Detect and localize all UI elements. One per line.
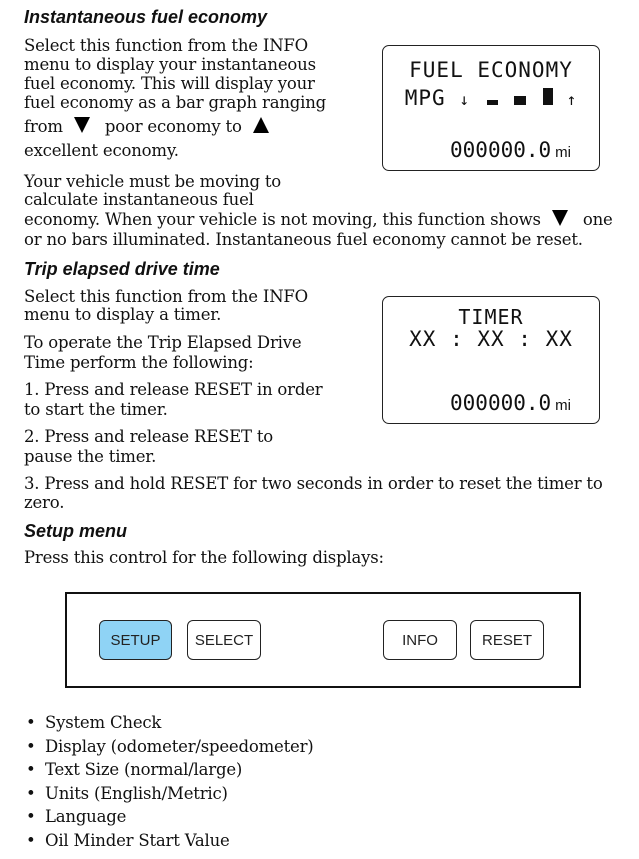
text-line: fuel economy as a bar graph ranging bbox=[24, 93, 326, 112]
info-button[interactable]: INFO bbox=[383, 620, 457, 660]
step-3: 3. Press and hold RESET for two seconds in order to reset the timer to bbox=[24, 474, 603, 493]
setup-button[interactable]: SETUP bbox=[99, 620, 172, 660]
text-line: To operate the Trip Elapsed Drive bbox=[24, 333, 302, 352]
mpg-label: MPG bbox=[404, 86, 446, 110]
trip-time-description bbox=[24, 287, 364, 466]
list-item: • System Check bbox=[24, 713, 314, 737]
list-item: • Language bbox=[24, 807, 314, 831]
setup-display-list bbox=[24, 713, 314, 854]
fuel-economy-note bbox=[24, 172, 634, 249]
text-line bbox=[24, 117, 364, 136]
trip-time-step-3 bbox=[24, 474, 634, 512]
text-line: or no bars illuminated. Instantaneous fuel economy cannot be reset. bbox=[24, 230, 583, 249]
text-from: from bbox=[24, 117, 63, 136]
fuel-economy-description bbox=[24, 36, 364, 160]
setup-intro: Press this control for the following displays: bbox=[24, 548, 384, 567]
step-1: 1. Press and release RESET in order bbox=[24, 380, 323, 399]
odometer-unit: mi bbox=[555, 397, 571, 414]
control-panel-diagram bbox=[65, 592, 581, 688]
reset-button[interactable]: RESET bbox=[470, 620, 544, 660]
text-line: Select this function from the INFO bbox=[24, 36, 309, 55]
text-line: Time perform the following: bbox=[24, 353, 254, 372]
bar-graph-segment-1 bbox=[487, 100, 498, 105]
down-triangle-icon bbox=[552, 210, 568, 226]
display-title: TIMER bbox=[458, 305, 524, 329]
timer-value: XX : XX : XX bbox=[409, 327, 573, 351]
text-poor: poor economy to bbox=[104, 117, 242, 136]
text-line: Select this function from the INFO bbox=[24, 287, 309, 306]
step-1-cont: to start the timer. bbox=[24, 400, 168, 419]
list-item: • Display (odometer/speedometer) bbox=[24, 737, 314, 761]
fuel-economy-display bbox=[382, 45, 600, 171]
text-line: Your vehicle must be moving to bbox=[24, 172, 282, 191]
odometer-unit: mi bbox=[555, 144, 571, 161]
list-item: • Units (English/Metric) bbox=[24, 784, 314, 808]
heading-trip-time: Trip elapsed drive time bbox=[24, 259, 220, 279]
down-arrow-icon: ↓ bbox=[459, 90, 470, 109]
heading-fuel-economy: Instantaneous fuel economy bbox=[24, 7, 268, 27]
odometer-value: 000000.0 bbox=[450, 138, 552, 162]
text-wide-b: one bbox=[582, 210, 613, 229]
step-3-cont: zero. bbox=[24, 493, 65, 512]
text-line: fuel economy. This will display your bbox=[24, 74, 315, 93]
step-2: 2. Press and release RESET to bbox=[24, 427, 274, 446]
text-line: menu to display your instantaneous bbox=[24, 55, 316, 74]
display-title: FUEL ECONOMY bbox=[409, 58, 573, 82]
text-line bbox=[24, 210, 634, 229]
bar-graph-segment-2 bbox=[514, 96, 526, 105]
bar-graph-segment-3 bbox=[543, 88, 553, 105]
up-arrow-icon: ↑ bbox=[566, 90, 578, 109]
down-triangle-icon bbox=[74, 117, 90, 133]
text-line: menu to display a timer. bbox=[24, 305, 222, 324]
heading-setup-menu: Setup menu bbox=[24, 521, 128, 541]
list-item: • Text Size (normal/large) bbox=[24, 760, 314, 784]
odometer-readout bbox=[450, 391, 571, 415]
text-line: calculate instantaneous fuel bbox=[24, 190, 254, 209]
odometer-value: 000000.0 bbox=[450, 391, 552, 415]
text-line: excellent economy. bbox=[24, 141, 179, 160]
text-wide-a: economy. When your vehicle is not moving, this function shows bbox=[24, 210, 541, 229]
up-triangle-icon bbox=[253, 117, 269, 133]
display-mpg-row bbox=[383, 86, 599, 110]
timer-display bbox=[382, 296, 600, 424]
step-2-cont: pause the timer. bbox=[24, 447, 157, 466]
odometer-readout bbox=[450, 138, 571, 162]
list-item: • Oil Minder Start Value bbox=[24, 831, 314, 855]
select-button[interactable]: SELECT bbox=[187, 620, 261, 660]
